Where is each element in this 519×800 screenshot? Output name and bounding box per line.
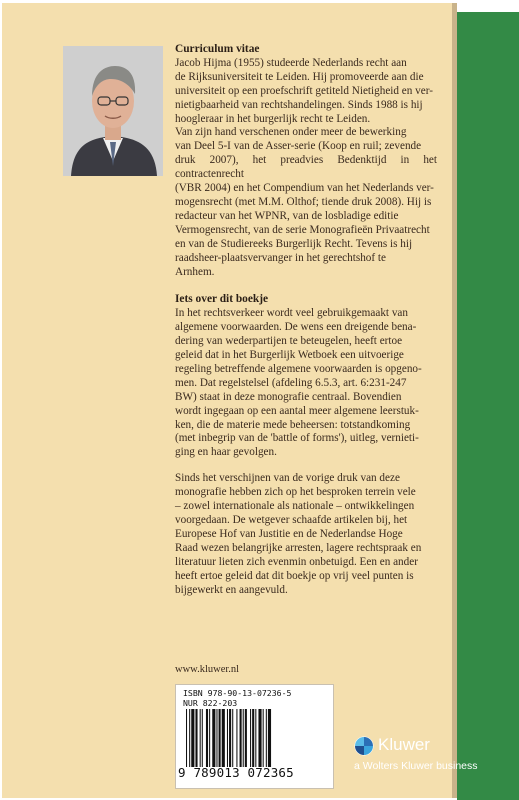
- barcode-bar: [209, 709, 210, 767]
- green-band: [457, 12, 519, 800]
- barcode-bar: [263, 709, 264, 767]
- barcode-bar: [250, 709, 251, 767]
- cv-section: [175, 43, 437, 279]
- about-line: regeling betreffende algemene voorwaarden is opgeno-: [175, 362, 422, 375]
- barcode-bar: [227, 709, 228, 767]
- barcode-bar: [191, 709, 194, 767]
- about-section: [175, 293, 437, 597]
- cv-line: universiteit op een proefschrift getiteld Nietigheid en ver-: [175, 84, 433, 97]
- barcode-bar: [229, 709, 231, 767]
- isbn-number: ISBN 978-90-13-07236-5: [183, 688, 292, 698]
- barcode-bar: [206, 709, 208, 767]
- publisher-name: Kluwer: [378, 735, 430, 754]
- about-line: wordt ingegaan op een aantal meer algemene leerstuk-: [175, 404, 419, 417]
- about-line: voorgedaan. De wetgever schaafde artikelen bij, het: [175, 514, 408, 526]
- barcode-bar: [202, 709, 203, 767]
- cv-line: Jacob Hijma (1955) studeerde Nederlands recht aan: [175, 56, 407, 69]
- about-line: dering van wederpartijen te beteugelen, heeft ertoe: [175, 335, 403, 348]
- barcode-bar: [232, 709, 233, 767]
- barcode-bar: [268, 709, 271, 767]
- barcode-bar: [245, 709, 247, 767]
- barcode-bar: [219, 709, 221, 767]
- about-line: Raad wezen belangrijke arresten, lagere rechtspraak en: [175, 541, 422, 554]
- publisher-tagline: a Wolters Kluwer business: [354, 760, 478, 772]
- cv-line: nietigbaarheid van rechtshandelingen. Sinds 1988 is hij: [175, 98, 423, 111]
- about-line: monografie hebben zich op het besproken terrein vele: [175, 486, 416, 499]
- nur-code: NUR 822-203: [183, 698, 238, 708]
- about-line: Sinds het verschijnen van de vorige druk van deze: [175, 472, 400, 485]
- about-heading: Iets over dit boekje: [175, 293, 269, 306]
- barcode-bar: [212, 709, 215, 767]
- cv-line: druk 2007), het preadvies Bedenktijd in het contractenrecht: [175, 154, 437, 181]
- about-line: In het rechtsverkeer wordt veel gebruikgemaakt van: [175, 307, 408, 320]
- barcode-digits: 9 789013 072365: [178, 765, 294, 780]
- barcode-box: [175, 684, 334, 789]
- barcode-bar: [266, 709, 267, 767]
- isbn-block: [183, 688, 291, 708]
- barcode-bar: [189, 709, 190, 767]
- about-line: heeft ertoe geleid dat dit boekje op vrij veel punten is: [175, 569, 414, 582]
- about-line: (met inbegrip van de 'battle of forms'), uitleg, vernieti-: [175, 432, 419, 445]
- about-line: ging en haar gevolgen.: [175, 446, 277, 459]
- cv-line: Arnhem.: [175, 265, 215, 278]
- kluwer-globe-icon: [354, 736, 374, 756]
- text-column: [175, 43, 437, 611]
- barcode-icon: [186, 709, 324, 767]
- about-line: BW) staat in deze monografie centraal. Bovendien: [175, 390, 402, 403]
- cv-line: Van zijn hand verschenen onder meer de bewerking: [175, 126, 407, 139]
- cv-line: en van de Studiereeks Burgerlijk Recht. Tevens is hij: [175, 237, 413, 250]
- barcode-bar: [186, 709, 187, 767]
- about-line: algemene voorwaarden. De wens een dreigende bena-: [175, 321, 417, 334]
- cv-line: Vermogensrecht, van de serie Monografieën Privaatrecht: [175, 223, 430, 236]
- about-line: Europese Hof van Justitie en de Nederlandse Hoge: [175, 527, 403, 540]
- publisher-logo: [352, 735, 512, 777]
- author-photo: [63, 46, 163, 176]
- cv-line: de Rijksuniversiteit te Leiden. Hij promoveerde aan die: [175, 70, 424, 83]
- cv-line: hoogleraar in het burgerlijk recht te Leiden.: [175, 112, 371, 125]
- cv-line: (VBR 2004) en het Compendium van het Nederlands ver-: [175, 182, 434, 195]
- about-line: – zowel internationale als nationale – ontwikkelingen: [175, 500, 415, 513]
- barcode-bar: [255, 709, 256, 767]
- barcode-bar: [222, 709, 225, 767]
- barcode-bar: [216, 709, 217, 767]
- barcode-bar: [252, 709, 254, 767]
- about-line: men. Dat regelstelsel (afdeling 6.5.3, art. 6:231-247: [175, 376, 407, 389]
- cv-line: raadsheer-plaatsvervanger in het gerechtshof te: [175, 251, 386, 264]
- author-portrait-icon: [63, 46, 163, 176]
- about-line: bijgewerkt en aangevuld.: [175, 583, 288, 596]
- barcode-bar: [258, 709, 261, 767]
- barcode-bar: [200, 709, 201, 767]
- barcode-bar: [240, 709, 242, 767]
- cv-line: mogensrecht (met M.M. Olthof; tiende druk 2008). Hij is: [175, 195, 432, 208]
- barcode-bar: [236, 709, 237, 767]
- about-line: ken, die de materie mede beheersen: totstandkoming: [175, 418, 411, 431]
- cv-line: redacteur van het WPNR, van de losbladige editie: [175, 209, 399, 222]
- about-line: literatuur lieten zich evenmin onbetuigd. Een en ander: [175, 555, 418, 568]
- barcode-bar: [195, 709, 197, 767]
- barcode-bar: [243, 709, 244, 767]
- website-url: www.kluwer.nl: [175, 664, 240, 675]
- cv-line: van Deel 5-I van de Asser-serie (Koop en ruil; zevende: [175, 140, 422, 153]
- cv-heading: Curriculum vitae: [175, 43, 260, 55]
- about-line: geleid dat in het Burgerlijk Wetboek een uitvoerige: [175, 349, 404, 362]
